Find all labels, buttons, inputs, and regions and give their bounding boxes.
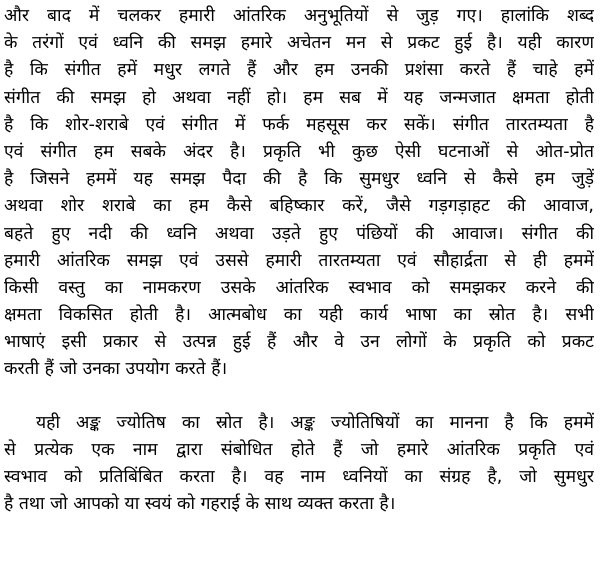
text-line: बहते हुए नदी की ध्वनि अथवा उड़ते हुए पंछियों की आवाज। संगीत की <box>4 223 594 244</box>
text-line: है जिसने हममें यह समझ पैदा की है कि सुमधुर ध्वनि से कैसे हम जुड़ें <box>4 169 594 190</box>
text-line: भाषाएं इसी प्रकार से उत्पन्न हुई हैं और वे उन लोगों के प्रकृति को प्रकट <box>4 332 594 353</box>
text-line: एवं संगीत हम सबके अंदर है। प्रकृति भी कुछ ऐसी घटनाओं से ओत-प्रोत <box>4 141 594 162</box>
text-line: किसी वस्तु का नामकरण उसके आंतरिक स्वभाव को समझकर करने की <box>4 277 594 298</box>
text-line: है कि संगीत हमें मधुर लगते हैं और हम उनकी प्रशंसा करते हैं चाहे हमें <box>4 60 594 81</box>
text-line: करती हैं जो उनका उपयोग करते हैं। <box>4 359 228 380</box>
text-line: यही अङ्क ज्योतिष का स्रोत है। अङ्क ज्योतिषियों का मानना है कि हममें <box>36 412 594 433</box>
text-line: अथवा शोर शराबे का हम कैसे बहिष्कार करें, जैसे गड़गड़ाहट की आवाज, <box>4 196 594 217</box>
text-line: संगीत की समझ हो अथवा नहीं हो। हम सब में यह जन्मजात क्षमता होती <box>4 87 594 108</box>
text-line: है कि शोर-शराबे एवं संगीत में फर्क महसूस कर सकें। संगीत तारतम्यता है <box>4 114 594 135</box>
paragraph-1 <box>4 3 594 384</box>
text-line: स्वभाव को प्रतिबिंबित करता है। वह नाम ध्वनियों का संग्रह है, जो सुमधुर <box>4 467 594 487</box>
text-line: हमारी आंतरिक समझ एवं उससे हमारी तारतम्यता एवं सौहार्द्रता से ही हममें <box>4 250 594 271</box>
text-line: के तरंगों एवं ध्वनि की समझ हमारे अचेतन मन से प्रकट हुई है। यही कारण <box>4 33 594 54</box>
text-line: और बाद में चलकर हमारी आंतरिक अनुभूतियों से जुड़ गए। हालांकि शब्द <box>4 6 594 26</box>
text-line: क्षमता विकसित होती है। आत्मबोध का यही कार्य भाषा का स्रोत है। सभी <box>4 305 594 326</box>
paragraph-2 <box>4 410 594 519</box>
text-line: है तथा जो आपको या स्वयं को गहराई के साथ व्यक्त करता है। <box>4 494 396 515</box>
paragraph-spacer <box>4 384 594 410</box>
text-line: से प्रत्येक एक नाम द्वारा संबोधित होते हैं जो हमारे आंतरिक प्रकृति एवं <box>4 439 594 460</box>
